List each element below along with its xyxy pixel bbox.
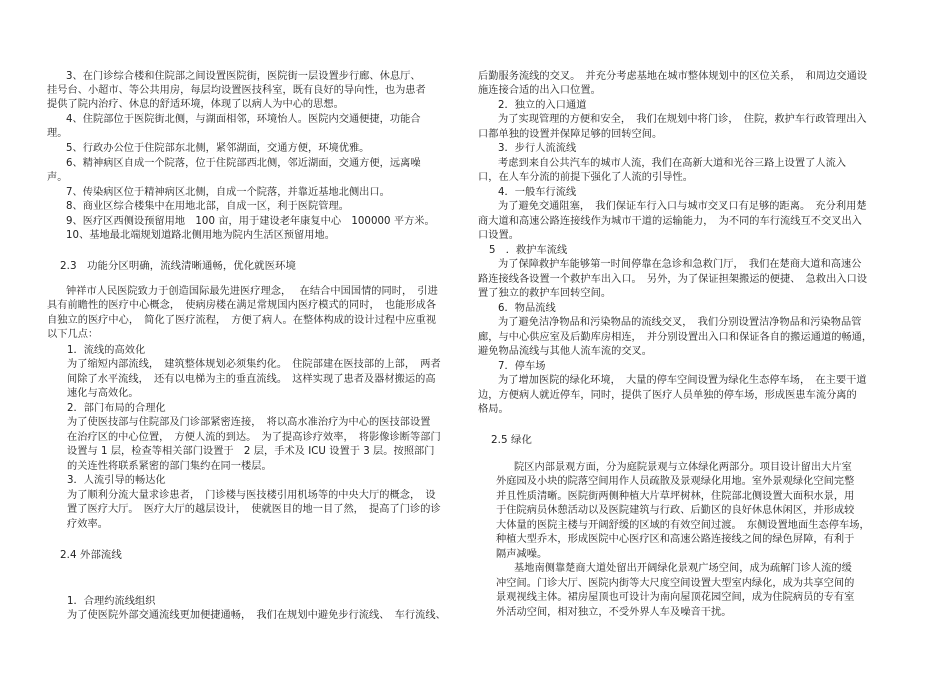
item-text: 置了独立的救护车回转空间。 (478, 288, 612, 299)
section-heading-2-3: 2.3 功能分区明确，流线清晰通畅，优化就医环境 (60, 260, 296, 272)
item-text: 口都单独的设置并保障足够的回转空间。 (478, 129, 663, 140)
item-text: 为了避免洁净物品和污染物品的流线交叉， 我们分别设置洁净物品和污染物品管 (498, 317, 862, 328)
item-text: 商大道和高速公路连接线作为城市干道的运输能力， 为不同的车行流线互不交叉出入 (478, 216, 862, 227)
list-item: 提供了院内治疗、休息的舒适环境，体现了以病人为中心的思想。 (47, 99, 344, 110)
list-item: 3、在门诊综合楼和住院部之间设置医院街，医院街一层设置步行廊、休息厅、 (66, 71, 421, 82)
paragraph-line: 外庭园及小块的院落空间用作人员疏散及景观绿化用地。室外景观绿化空间完整 (496, 476, 855, 487)
item-title: 3．步行人流流线 (498, 143, 577, 154)
item-text: 的关连性将联系紧密的部门集约在同一楼层。 (67, 461, 272, 472)
item-text: 为了缩短内部流线， 建筑整体规划必须集约化。 住院部建在医技部的上部， 两者 (67, 359, 441, 370)
paragraph-line: 种植大型乔木，形成医院中心医疗区和高速公路连接线之间的绿色屏障，有利于 (496, 534, 855, 545)
item-text: 考虑到来自公共汽车的城市人流，我们在高新大道和光谷三路上设置了人流入 (498, 158, 847, 169)
list-item: 挂号台、小超市、等公共用房，每层均设置医技科室，既有良好的导向性，也为患者 (47, 85, 426, 96)
item-text: 廊，与中心供应室及后勤库房相连， 并分别设置出入口和保证各自的搬运通道的畅通， (478, 332, 873, 343)
item-title: 1．合理约流线组织 (67, 596, 156, 607)
item-title: 5 ．救护车流线 (489, 245, 568, 256)
item-text: 疗效率。 (67, 519, 108, 530)
item-title: 7．停车场 (498, 361, 546, 372)
list-item: 7、传染病区位于精神病区北侧，自成一个院落，并靠近基地北侧出口。 (66, 187, 390, 198)
paragraph-line: 大体量的医院主楼与开阔舒缓的区域的有效空间过渡。 东侧设置地面生态停车场， (496, 520, 870, 531)
item-title: 1．流线的高效化 (67, 345, 146, 356)
item-text: 设置与 1 层，检查等相关部门设置于 2 层，手术及 ICU 设置于 3 层。按照部门 (67, 446, 435, 457)
item-text: 格局。 (478, 404, 509, 415)
paragraph-line: 外活动空间，相对独立，不受外界人车及噪音干扰。 (496, 607, 732, 618)
list-item: 声。 (47, 172, 68, 183)
item-title: 2．部门布局的合理化 (67, 403, 166, 414)
section-heading-2-4: 2.4 外部流线 (60, 549, 122, 561)
list-item: 8、商业区综合楼集中在用地北部，自成一区，利于医院管理。 (66, 201, 349, 212)
item-text: 口设置。 (478, 230, 519, 241)
paragraph-line: 冲空间。门诊大厅、医院内街等大尺度空间设置大型室内绿化，成为共享空间的 (496, 578, 855, 589)
item-text: 为了使医技部与住院部及门诊部紧密连接， 将以高水准治疗为中心的医技部设置 (67, 417, 431, 428)
item-text: 为了实现管理的方便和安全， 我们在规划中将门诊， 住院，救护车行政管理出入 (498, 114, 867, 125)
paragraph-line: 施连接合适的出入口位置。 (478, 85, 601, 96)
item-text: 为了避免交通阻塞， 我们保证车行入口与城市交叉口有足够的距离。 充分利用楚 (498, 201, 867, 212)
list-item: 9、医疗区西侧设预留用地 100 亩，用于建设老年康复中心 100000 平方米。 (66, 216, 435, 227)
list-item: 4、住院部位于医院街北侧，与湖面相邻，环境怡人。医院内交通便捷，功能合 (66, 114, 421, 125)
item-text: 为了保障救护车能够第一时间停靠在急诊和急救门厅， 我们在楚商大道和高速公 (498, 259, 862, 270)
paragraph-line: 并且性质清晰。医院街两侧种植大片草坪树林，住院部北侧设置大面积水景，用 (496, 491, 855, 502)
paragraph-line: 院区内部景观方面，分为庭院景观与立体绿化两部分。项目设计留出大片室 (514, 462, 852, 473)
list-item: 10、基地最北端规划道路北侧用地为院内生活区预留用地。 (66, 230, 335, 241)
paragraph-line: 具有前瞻性的医疗中心概念， 使病房楼在满足常规国内医疗模式的同时， 也能形成各 (47, 300, 437, 311)
list-item: 5、行政办公位于住院部东北侧，紧邻湖面，交通方便，环境优雅。 (66, 143, 370, 154)
item-text: 间除了水平流线， 还有以电梯为主的垂直流线。 这样实现了患者及器材搬运的高 (67, 374, 436, 385)
item-title: 3．人流引导的畅达化 (67, 475, 166, 486)
list-item: 理。 (47, 128, 68, 139)
item-text: 口，在人车分流的前提下强化了人流的引导性。 (478, 172, 693, 183)
paragraph-line: 于住院病员休憩活动以及医院建筑与行政、后勤区的良好休息休闲区，并形成较 (496, 505, 855, 516)
item-text: 为了增加医院的绿化环境， 大量的停车空间设置为绿化生态停车场， 在主要干道 (498, 375, 867, 386)
paragraph-line: 基地南侧靠楚商大道处留出开阔绿化景观广场空间，成为疏解门诊人流的缓 (514, 563, 852, 574)
item-title: 6．物品流线 (498, 303, 556, 314)
paragraph-line: 后勤服务流线的交叉。 并充分考虑基地在城市整体规划中的区位关系， 和周边交通设 (478, 71, 868, 82)
item-text: 避免物品流线与其他人流车流的交叉。 (478, 346, 653, 357)
section-heading-2-5: 2.5 绿化 (491, 434, 532, 446)
item-text: 在治疗区的中心位置， 方便人流的到达。 为了提高诊疗效率， 将影像诊断等部门 (67, 432, 441, 443)
paragraph-line: 景观视线主体。裙房屋顶也可设计为南向屋顶花园空间，成为住院病员的专有室 (496, 592, 855, 603)
paragraph-line: 钟祥市人民医院致力于创造国际最先进医疗理念， 在结合中国国情的同时， 引进 (66, 286, 438, 297)
item-text: 置了医疗大厅。 医疗大厅的越层设计， 使就医目的地一目了然， 提高了门诊的诊 (67, 504, 441, 515)
list-item: 6、精神病区自成一个院落，位于住院部西北侧，邻近湖面，交通方便，远离噪 (66, 158, 421, 169)
item-text: 边，方便病人就近停车，同时，提供了医疗人员单独的停车场，形成医患车流分离的 (478, 390, 857, 401)
item-text: 速化与高效化。 (67, 388, 139, 399)
item-text: 为了顺利分流大量求诊患者， 门诊楼与医技楼引用机场等的中央大厅的概念， 设 (67, 490, 436, 501)
item-title: 4．一般车行流线 (498, 187, 577, 198)
item-text: 为了使医院外部交通流线更加便捷通畅， 我们在规划中避免步行流线、 车行流线、 (67, 610, 446, 621)
paragraph-line: 自独立的医疗中心， 简化了医疗流程， 方便了病人。在整体构成的设计过程中应重视 (47, 315, 437, 326)
paragraph-line: 隔声减噪。 (496, 549, 548, 560)
paragraph-line: 以下几点： (47, 329, 99, 340)
item-text: 路连接线各设置一个救护车出入口。 另外，为了保证担架搬运的便捷、 急救出入口设 (478, 274, 868, 285)
item-title: 2．独立的入口通道 (498, 100, 587, 111)
